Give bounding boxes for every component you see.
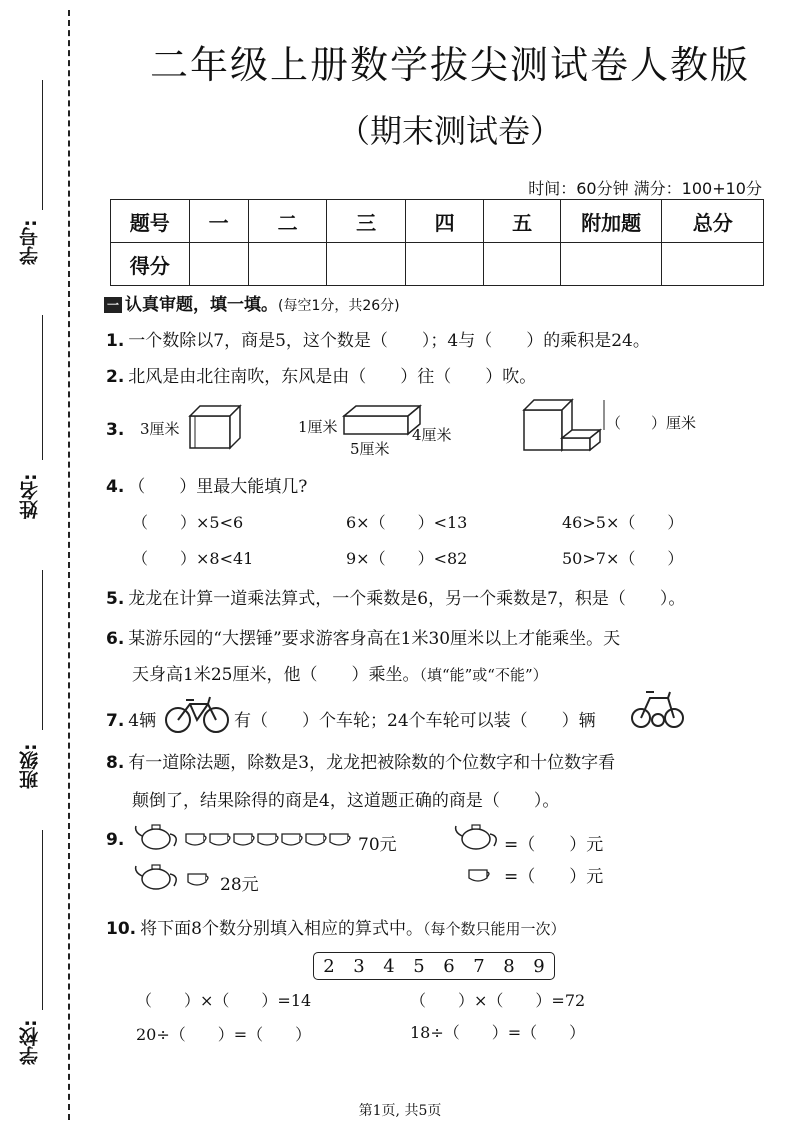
equation-4[interactable]: 18÷（ ）=（ ） xyxy=(410,1023,586,1042)
question-8 xyxy=(106,748,615,773)
score-table-header-row xyxy=(111,200,764,243)
page-title: 二年级上册数学拔尖测试卷人教版 xyxy=(149,43,750,87)
equation-2[interactable]: （ ）×（ ）=72 xyxy=(410,991,586,1010)
score-table-score-row xyxy=(111,243,764,286)
score-header-cell: 四 xyxy=(405,200,484,243)
cup-icon xyxy=(188,874,208,885)
q9-price-1: 70元 xyxy=(358,835,397,855)
teapot-icon xyxy=(136,825,177,849)
question-text: 天身高1米25厘米，他（ ）乘坐。 xyxy=(132,665,420,685)
tricycle-icon xyxy=(630,688,686,730)
stacked-cube-figure xyxy=(520,394,610,456)
cube-edge-label: 3厘米 xyxy=(140,420,180,438)
question-hint: （填“能”或“不能”） xyxy=(419,666,548,684)
teapot-icon xyxy=(136,865,177,889)
page-footer: 第1页, 共5页 xyxy=(358,1103,442,1119)
question-number: 7. xyxy=(106,711,125,731)
number-option: 8 xyxy=(503,955,515,977)
score-header-cell: 二 xyxy=(248,200,327,243)
class-line xyxy=(42,570,43,730)
exam-meta: 时间：60分钟 满分：100+10分 xyxy=(528,179,762,198)
school-line xyxy=(42,830,43,1010)
score-header-cell: 附加题 xyxy=(560,200,661,243)
question-9 xyxy=(106,830,128,850)
score-cell[interactable] xyxy=(248,243,327,286)
question-10 xyxy=(106,914,565,939)
section-note: (每空1分，共26分) xyxy=(278,298,400,314)
cup-icon xyxy=(466,862,496,886)
q4-item[interactable]: （ ）×5<6 xyxy=(132,513,244,532)
question-text: 龙龙在计算一道乘法算式，一个乘数是6，另一个乘数是7，积是（ ）。 xyxy=(128,589,686,609)
binding-dashed-line xyxy=(68,10,70,1120)
question-text: 有一道除法题，除数是3，龙龙把被除数的个位数字和十位数字看 xyxy=(128,753,616,773)
question-6 xyxy=(106,624,620,649)
number-option: 2 xyxy=(323,955,335,977)
question-number: 8. xyxy=(106,753,125,773)
question-text: 颠倒了，结果除得的商是4，这道题正确的商是（ ）。 xyxy=(132,791,560,811)
teapot-and-cups-group xyxy=(134,822,354,852)
number-box xyxy=(313,952,555,980)
question-number: 6. xyxy=(106,629,125,649)
section-title: 认真审题，填一填。 xyxy=(125,295,278,315)
prism-length-label: 5厘米 xyxy=(350,440,390,458)
q4-item[interactable]: 46>5×（ ） xyxy=(562,513,684,532)
score-cell[interactable] xyxy=(327,243,406,286)
question-text: 有（ ）个车轮；24个车轮可以装（ ）辆 xyxy=(234,711,596,731)
question-text: （ ）里最大能填几? xyxy=(128,477,308,497)
prism-height-label: 1厘米 xyxy=(298,418,338,436)
question-number: 10. xyxy=(106,919,137,939)
cup-price-blank[interactable]: =（ ）元 xyxy=(504,867,604,887)
page-subtitle: （期末测试卷） xyxy=(337,112,562,150)
score-cell[interactable] xyxy=(484,243,561,286)
equation-1[interactable]: （ ）×（ ）=14 xyxy=(136,991,312,1010)
question-number: 3. xyxy=(106,420,125,440)
question-4 xyxy=(106,472,307,497)
question-2 xyxy=(106,362,536,387)
score-table xyxy=(110,199,764,286)
question-7 xyxy=(106,706,156,731)
cube-figure xyxy=(188,404,244,450)
class-label: 班级: xyxy=(19,743,41,789)
question-1 xyxy=(106,326,650,351)
question-3 xyxy=(106,420,128,440)
student-id-label: 学号: xyxy=(19,219,41,265)
score-cell[interactable] xyxy=(405,243,484,286)
section-number: 一 xyxy=(104,297,122,313)
score-header-cell: 五 xyxy=(484,200,561,243)
bicycle-icon xyxy=(164,694,230,734)
number-option: 7 xyxy=(473,955,485,977)
question-text: 4辆 xyxy=(128,711,157,731)
number-option: 4 xyxy=(383,955,395,977)
score-header-cell: 三 xyxy=(327,200,406,243)
score-header-cell: 一 xyxy=(189,200,248,243)
question-number: 1. xyxy=(106,331,125,351)
teapot-price-blank[interactable]: =（ ）元 xyxy=(504,835,604,855)
q4-item[interactable]: 6×（ ）<13 xyxy=(346,513,468,532)
student-id-line xyxy=(42,80,43,210)
name-label: 姓名: xyxy=(19,473,41,519)
score-cell[interactable] xyxy=(189,243,248,286)
score-header-cell: 总分 xyxy=(662,200,764,243)
prism-width-label: 4厘米 xyxy=(412,426,452,444)
question-number: 5. xyxy=(106,589,125,609)
number-option: 9 xyxy=(533,955,545,977)
equation-3[interactable]: 20÷（ ）=（ ） xyxy=(136,1025,312,1044)
question-text: 北风是由北往南吹，东风是由（ ）往（ ）吹。 xyxy=(128,367,537,387)
teapot-and-cup-group xyxy=(134,862,214,892)
q4-item[interactable]: （ ）×8<41 xyxy=(132,549,254,568)
q9-price-2: 28元 xyxy=(220,875,259,895)
question-7-text xyxy=(234,706,596,731)
question-number: 9. xyxy=(106,830,125,850)
cup-icon xyxy=(186,834,350,845)
score-header-cell: 题号 xyxy=(111,200,190,243)
question-8-line2 xyxy=(132,786,559,811)
question-number: 4. xyxy=(106,477,125,497)
stacked-height-blank[interactable]: （ ）厘米 xyxy=(606,414,697,432)
question-number: 2. xyxy=(106,367,125,387)
number-option: 5 xyxy=(413,955,425,977)
q4-item[interactable]: 50>7×（ ） xyxy=(562,549,684,568)
prism-figure xyxy=(342,404,422,438)
number-option: 6 xyxy=(443,955,455,977)
section-heading xyxy=(104,290,400,315)
question-text: 某游乐园的“大摆锤”要求游客身高在1米30厘米以上才能乘坐。天 xyxy=(128,629,621,649)
question-text: 将下面8个数分别填入相应的算式中。 xyxy=(140,919,423,939)
question-text: 一个数除以7，商是5，这个数是（ ）；4与（ ）的乘积是24。 xyxy=(128,331,650,351)
score-row-label: 得分 xyxy=(111,243,190,286)
number-option: 3 xyxy=(353,955,365,977)
score-cell[interactable] xyxy=(560,243,661,286)
school-label: 学校: xyxy=(19,1019,41,1065)
question-5 xyxy=(106,584,685,609)
score-cell[interactable] xyxy=(662,243,764,286)
teapot-icon xyxy=(454,822,504,852)
q4-item[interactable]: 9×（ ）<82 xyxy=(346,549,468,568)
name-line xyxy=(42,315,43,460)
question-note: （每个数只能用一次） xyxy=(422,920,566,938)
question-6-line2 xyxy=(132,660,548,685)
